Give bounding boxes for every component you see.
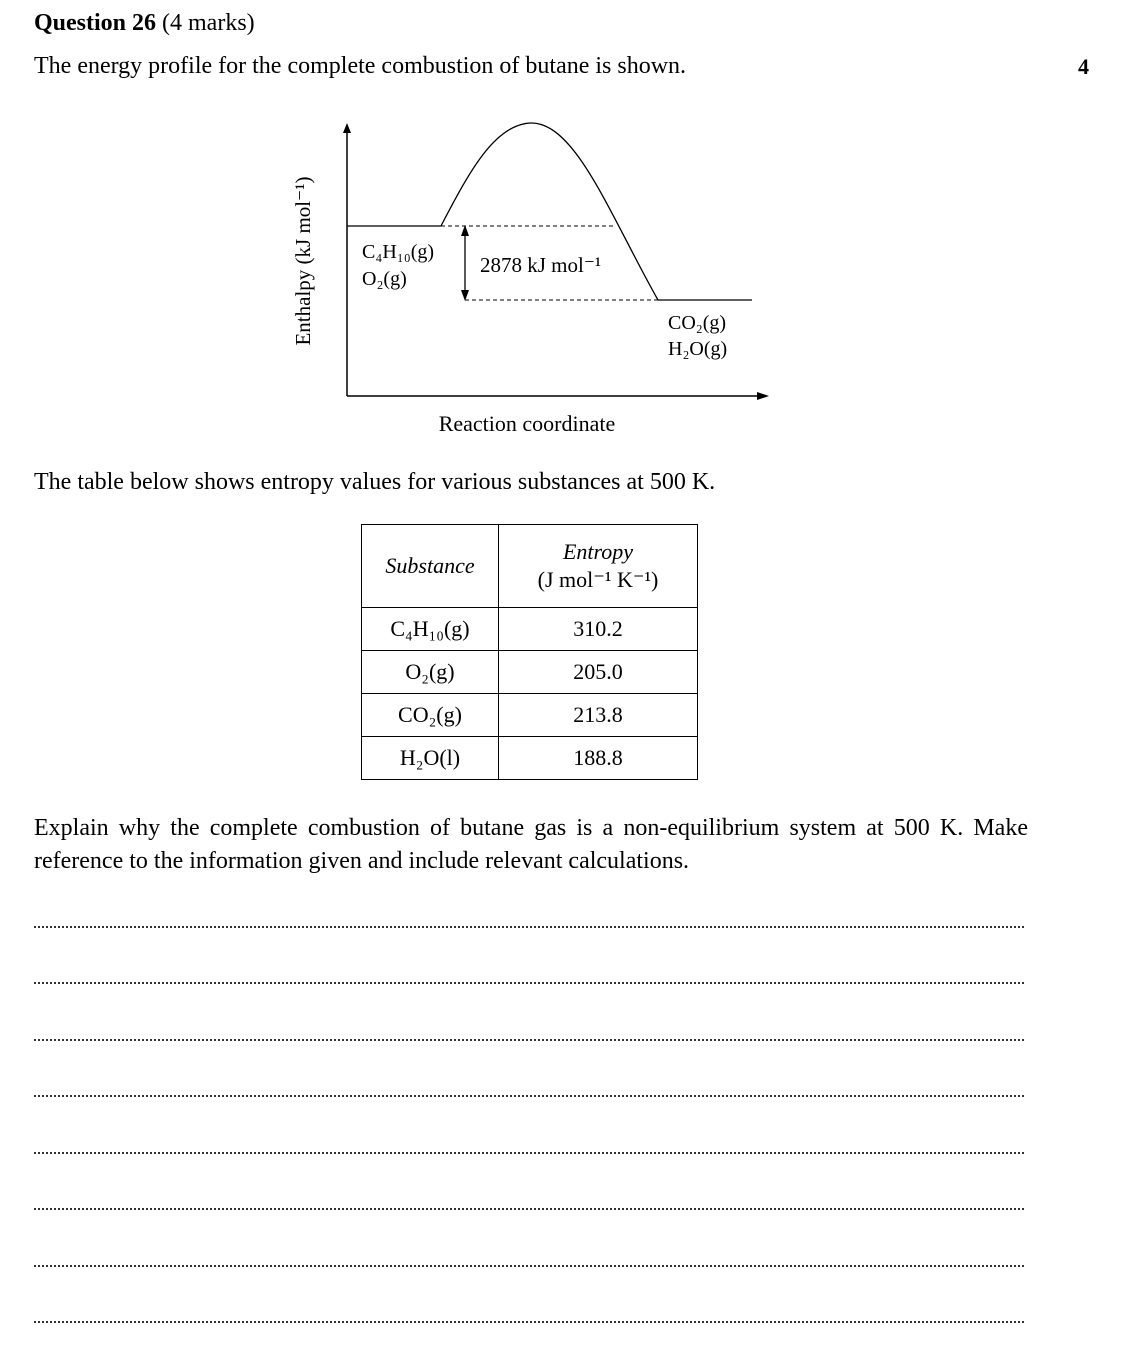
- answer-line[interactable]: [34, 1152, 1024, 1154]
- entropy-table: [361, 524, 698, 780]
- table-row: [362, 737, 698, 780]
- cell-substance: O₂(g): [362, 651, 499, 694]
- table-intro: The table below shows entropy values for various substances at 500 K.: [34, 469, 716, 495]
- reactant-label-oxygen: O₂(g): [362, 268, 407, 290]
- question-title: Question 26: [34, 10, 157, 36]
- cell-entropy: 213.8: [499, 694, 698, 737]
- table-row: [362, 651, 698, 694]
- cell-entropy: 205.0: [499, 651, 698, 694]
- product-label-water: H₂O(g): [668, 338, 728, 360]
- enthalpy-change-label: 2878 kJ mol⁻¹: [480, 253, 602, 277]
- header-entropy-label: Entropy: [562, 539, 634, 564]
- question-heading: [34, 10, 255, 37]
- reactant-label-butane: C₄H₁₀(g): [362, 241, 435, 263]
- answer-line[interactable]: [34, 1095, 1024, 1097]
- header-entropy-units: (J mol⁻¹ K⁻¹): [537, 567, 659, 592]
- answer-line[interactable]: [34, 1321, 1024, 1323]
- header-entropy: [499, 525, 698, 608]
- energy-profile-diagram: [280, 115, 790, 445]
- enthalpy-arrow-up-head: [461, 225, 469, 236]
- question-prompt: Explain why the complete combustion of butane gas is a non-equilibrium system at 500 K. Make reference to the information given and include relevant calculations.: [34, 815, 1028, 874]
- cell-substance: CO₂(g): [362, 694, 499, 737]
- cell-substance: C₄H₁₀(g): [362, 608, 499, 651]
- table-row: [362, 694, 698, 737]
- table-header-row: [362, 525, 698, 608]
- margin-marks: 4: [1078, 54, 1089, 79]
- answer-line[interactable]: [34, 1265, 1024, 1267]
- cell-substance: H₂O(l): [362, 737, 499, 780]
- question-intro: The energy profile for the complete combustion of butane is shown.: [34, 53, 687, 79]
- cell-entropy: 188.8: [499, 737, 698, 780]
- answer-line[interactable]: [34, 1208, 1024, 1210]
- cell-entropy: 310.2: [499, 608, 698, 651]
- x-axis-label: Reaction coordinate: [438, 411, 616, 436]
- y-axis-arrowhead: [343, 123, 351, 133]
- answer-line[interactable]: [34, 1039, 1024, 1041]
- enthalpy-arrow-down-head: [461, 290, 469, 301]
- question-marks: (4 marks): [162, 10, 255, 36]
- answer-line[interactable]: [34, 926, 1024, 928]
- header-substance: Substance: [362, 525, 499, 608]
- table-row: [362, 608, 698, 651]
- product-label-co2: CO₂(g): [668, 312, 727, 334]
- x-axis-arrowhead: [757, 392, 769, 400]
- answer-line[interactable]: [34, 982, 1024, 984]
- y-axis-label: Enthalpy (kJ mol⁻¹): [291, 176, 315, 346]
